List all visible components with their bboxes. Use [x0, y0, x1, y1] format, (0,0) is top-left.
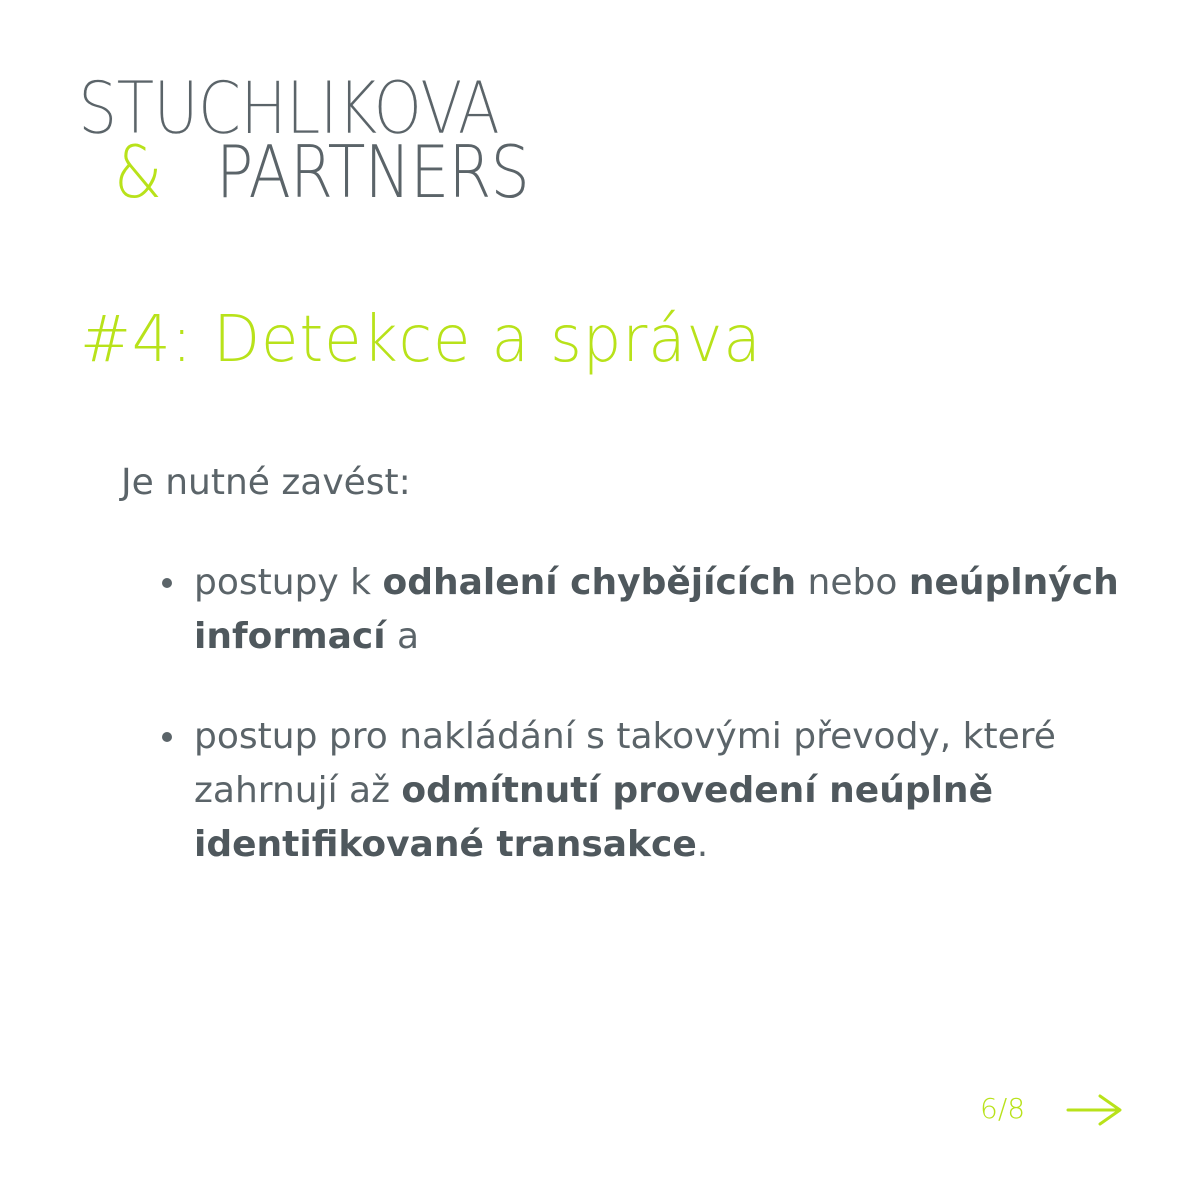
page-counter: 6/8	[980, 1092, 1026, 1125]
slide-footer	[960, 1088, 1140, 1138]
logo-ampersand: &	[114, 130, 163, 214]
bullet-list	[160, 556, 1120, 918]
bullet-dot-icon	[162, 732, 172, 742]
bullet-2-seg-1: odmítnutí provedení neúplně identifikované transakce	[194, 770, 993, 865]
bullet-2-seg-2: .	[696, 824, 709, 865]
slide-heading: #4: Detekce a správa	[80, 303, 762, 377]
bullet-1-seg-3: neúplných informací	[194, 562, 1119, 657]
arrow-right-icon[interactable]	[1064, 1092, 1124, 1128]
bullet-1-seg-0: postupy k	[194, 562, 383, 603]
company-logo	[78, 66, 638, 214]
bullet-1-seg-1: odhalení chybějících	[382, 562, 797, 603]
bullet-1-seg-2: nebo	[796, 562, 909, 603]
logo-partners-text: PARTNERS	[216, 130, 529, 214]
logo-line-1: STUCHLIKOVA	[78, 66, 500, 150]
bullet-item-1	[160, 556, 1120, 664]
bullet-item-2	[160, 710, 1120, 872]
intro-text: Je nutné zavést:	[121, 462, 411, 503]
bullet-1-seg-4: a	[385, 616, 420, 657]
bullet-dot-icon	[162, 578, 172, 588]
bullet-2-seg-0: postup pro nakládání s takovými převody, které zahrnují až	[194, 716, 1056, 811]
